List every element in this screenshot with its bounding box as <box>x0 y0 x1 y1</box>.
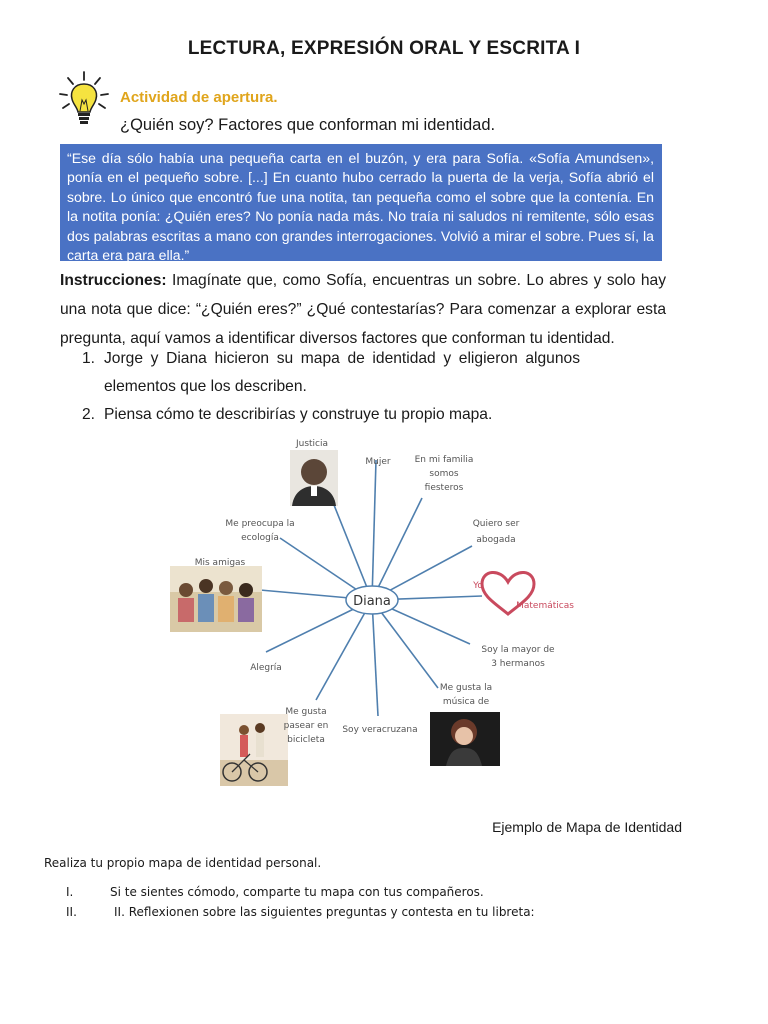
roman-numeral: II. <box>66 905 77 919</box>
step-number: 2. <box>82 406 96 423</box>
lightbulb-icon <box>58 70 110 130</box>
svg-text:ecología: ecología <box>241 533 279 543</box>
svg-text:pasear en: pasear en <box>283 721 329 731</box>
label-ecologia <box>225 519 294 543</box>
quote-text: “Ese día sólo había una pequeña carta en el buzón, y era para Sofía. «Sofía Amundsen», ponía en el pequeño sobre. [...] En cuanto hubo cerrado la puerta de la verja, Sofía abrió el sobre. Lo único que encontró fue una notita, tan pequeña como el sobre que la contenía. En la notita ponía: ¿Quién eres? No ponía nada más. No traía ni saludos ni remitente, sólo esas dos palabras escritas a mano con grandes interrogaciones. Volvió a mirar el sobre. Pues sí, la carta era para ella.” <box>67 150 654 264</box>
svg-text:Me gusta: Me gusta <box>285 707 327 717</box>
step-text: Jorge y Diana hicieron su mapa de identidad y eligieron algunos elementos que los describen. <box>104 350 580 395</box>
label-amigas: Mis amigas <box>194 558 246 568</box>
activity-title: Actividad de apertura. <box>120 89 278 106</box>
label-bicicleta <box>284 707 329 745</box>
identity-map <box>160 430 600 800</box>
steps-list <box>82 345 622 429</box>
portrait-photo <box>290 450 338 506</box>
svg-text:Quiero ser: Quiero ser <box>472 519 520 529</box>
label-alegria: Alegría <box>250 663 282 673</box>
step-number: 1. <box>82 350 96 367</box>
svg-text:Soy la mayor de: Soy la mayor de <box>481 645 555 655</box>
svg-text:música de: música de <box>442 697 490 707</box>
woman-photo <box>430 712 500 766</box>
svg-text:Me preocupa la: Me preocupa la <box>225 519 295 529</box>
svg-text:3 hermanos: 3 hermanos <box>491 659 545 669</box>
item-text: II. Reflexionen sobre las siguientes preguntas y contesta en tu libreta: <box>114 905 535 919</box>
svg-text:bicicleta: bicicleta <box>287 735 325 745</box>
quote-box <box>60 144 662 264</box>
list-item <box>82 401 622 429</box>
activity-subtitle: ¿Quién soy? Factores que conforman mi identidad. <box>120 116 496 134</box>
page-title: LECTURA, EXPRESIÓN ORAL Y ESCRITA I <box>187 38 581 59</box>
label-yo: Yo <box>473 581 483 591</box>
svg-text:En mi familia: En mi familia <box>414 455 474 465</box>
svg-text:abogada: abogada <box>476 535 516 545</box>
label-matematicas: Matemáticas <box>516 601 574 611</box>
svg-text:Me gusta la: Me gusta la <box>439 683 493 693</box>
step-text: Piensa cómo te describirías y construye tu propio mapa. <box>104 406 493 423</box>
label-veracruzana: Soy veracruzana <box>342 725 418 735</box>
label-mujer: Mujer <box>365 457 391 467</box>
label-mayor <box>481 645 555 669</box>
label-abogada <box>473 519 520 545</box>
svg-text:somos: somos <box>429 469 459 479</box>
instructions-text: Imagínate que, como Sofía, encuentras un sobre. Lo abres y solo hay una nota que dice: “¿Quién eres?” ¿Qué contestarías? Para comenzar a explorar esta pregunta, aquí vamos a identificar diversos factores que conforman tu identidad. <box>60 272 666 347</box>
label-familia <box>415 455 474 493</box>
label-justicia: Justicia <box>295 439 329 449</box>
label-musica <box>440 683 492 707</box>
item-text: Si te sientes cómodo, comparte tu mapa con tus compañeros. <box>110 885 484 899</box>
instructions-label: Instrucciones: <box>60 272 167 289</box>
svg-text:fiesteros: fiesteros <box>424 483 464 493</box>
instructions <box>60 266 666 353</box>
bicycle-photo <box>220 714 288 786</box>
caption-text: Ejemplo de Mapa de Identidad <box>492 819 682 835</box>
roman-numeral: I. <box>66 885 74 899</box>
friends-photo <box>170 566 262 632</box>
map-center-label: Diana <box>353 594 391 609</box>
footer-intro: Realiza tu propio mapa de identidad personal. <box>44 856 322 870</box>
figure-caption <box>0 819 680 835</box>
list-item <box>82 345 622 401</box>
